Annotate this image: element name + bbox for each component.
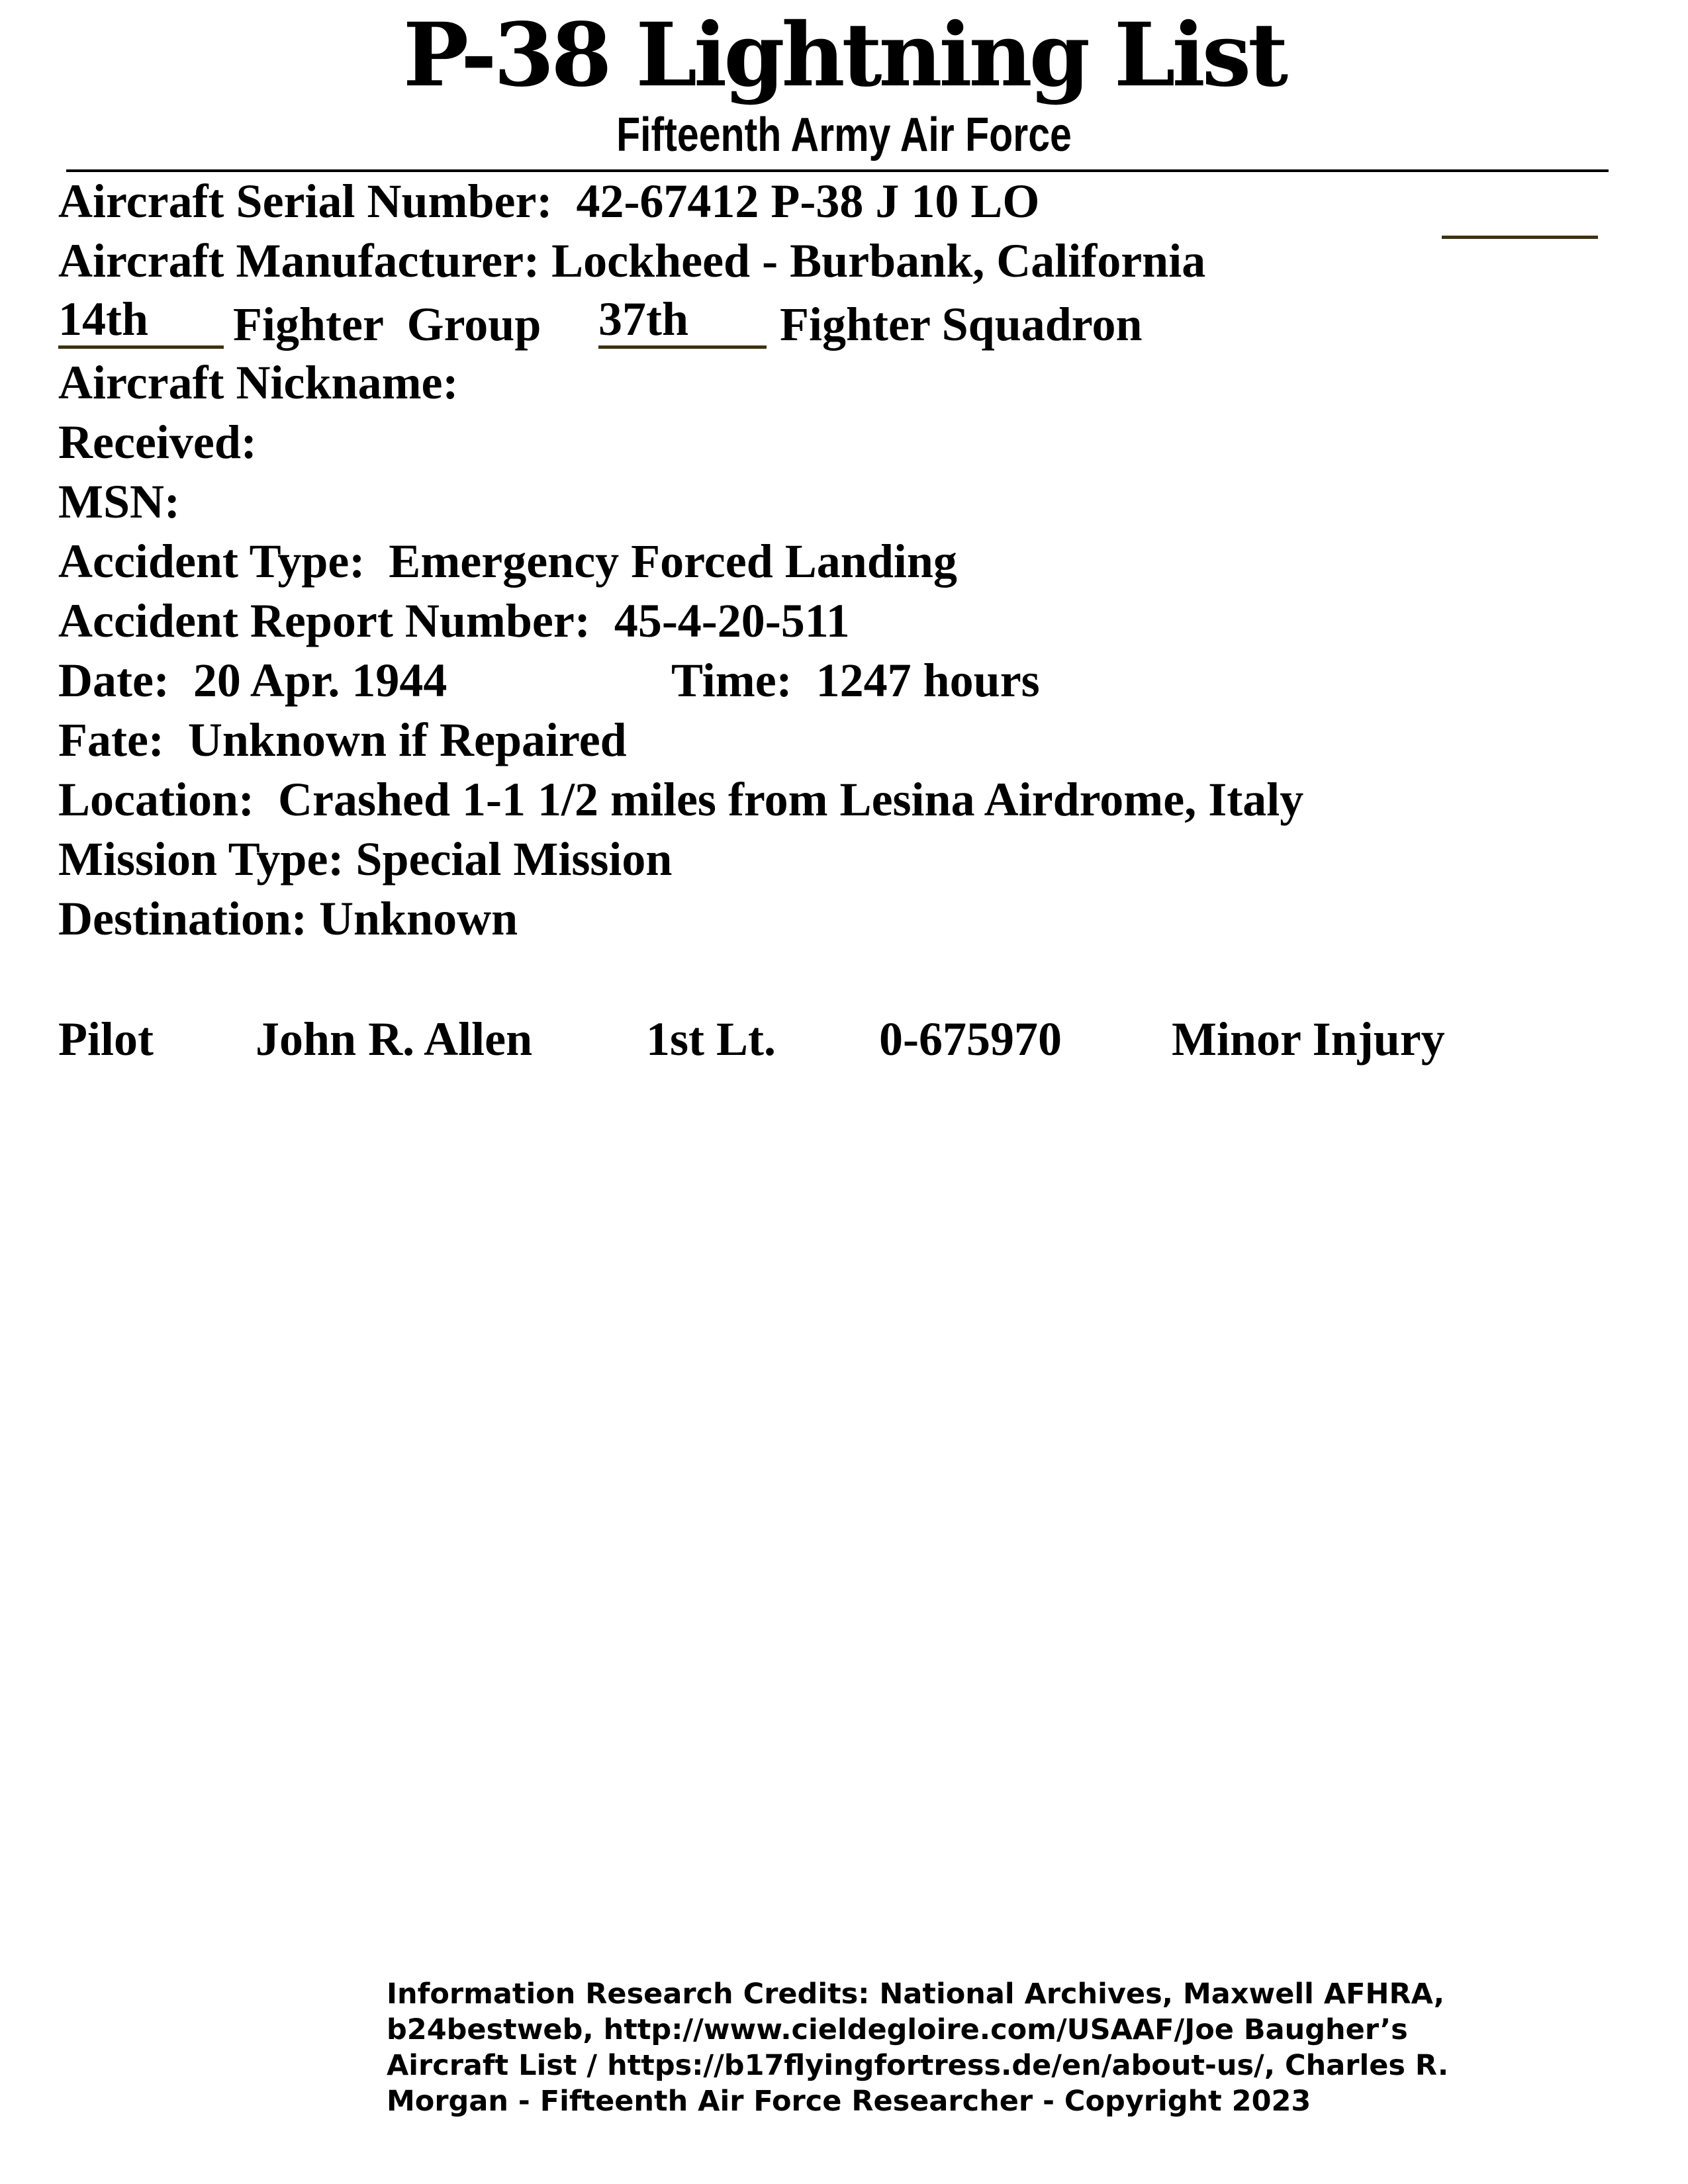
crew-name: John R. Allen bbox=[256, 1013, 533, 1066]
report-number-value: 45-4-20-511 bbox=[614, 594, 850, 647]
serial-number-value: 42-67412 P-38 J 10 LO bbox=[576, 175, 1040, 228]
accident-type-row bbox=[58, 535, 957, 588]
report-number-label: Accident Report Number: bbox=[58, 594, 590, 647]
credits-line: Morgan - Fifteenth Air Force Researcher - Copyright 2023 bbox=[387, 2085, 1311, 2118]
crew-status: Minor Injury bbox=[1172, 1013, 1445, 1066]
location-row bbox=[58, 773, 1304, 826]
time-label: Time: bbox=[671, 654, 792, 707]
date-value: 20 Apr. 1944 bbox=[193, 654, 447, 707]
received-label: Received: bbox=[58, 416, 257, 469]
accident-type-label: Accident Type: bbox=[58, 535, 365, 588]
crew-rank: 1st Lt. bbox=[646, 1013, 776, 1066]
fate-value: Unknown if Repaired bbox=[187, 713, 627, 766]
credits-line: Aircraft List / https://b17flyingfortress.de/en/about-us/, Charles R. bbox=[387, 2049, 1449, 2082]
fate-row bbox=[58, 713, 627, 766]
manufacturer-label: Aircraft Manufacturer: bbox=[58, 234, 540, 287]
report-number-row bbox=[58, 594, 850, 647]
crew-serial: 0-675970 bbox=[879, 1013, 1062, 1066]
manufacturer-value: Lockheed - Burbank, California bbox=[551, 234, 1206, 287]
destination-label: Destination: bbox=[58, 892, 307, 945]
location-label: Location: bbox=[58, 773, 254, 826]
credits-line: Information Research Credits: National Archives, Maxwell AFHRA, bbox=[387, 1978, 1445, 2011]
nickname-label: Aircraft Nickname: bbox=[58, 356, 459, 409]
destination-row bbox=[58, 892, 518, 945]
mission-type-value: Special Mission bbox=[355, 833, 673, 886]
group-number: 14th bbox=[58, 293, 149, 345]
group-blank-line bbox=[58, 345, 224, 349]
destination-value: Unknown bbox=[319, 892, 518, 945]
serial-number-row bbox=[58, 175, 1040, 228]
mission-type-row bbox=[58, 833, 673, 886]
squadron-blank-line bbox=[598, 345, 767, 349]
squadron-number: 37th bbox=[598, 293, 689, 345]
location-value: Crashed 1-1 1/2 miles from Lesina Airdrome, Italy bbox=[277, 773, 1304, 826]
header-divider bbox=[66, 169, 1609, 172]
fate-label: Fate: bbox=[58, 713, 164, 766]
date-label: Date: bbox=[58, 654, 169, 707]
msn-label: MSN: bbox=[58, 475, 180, 528]
serial-number-label: Aircraft Serial Number: bbox=[58, 175, 553, 228]
date-row bbox=[58, 654, 447, 707]
crew-position: Pilot bbox=[58, 1013, 154, 1066]
time-value: 1247 hours bbox=[816, 654, 1040, 707]
time-row bbox=[671, 654, 1040, 707]
corner-blank-line bbox=[1442, 236, 1598, 239]
credits-line: b24bestweb, http://www.cieldegloire.com/USAAF/Joe Baugher’s bbox=[387, 2013, 1408, 2046]
page-subtitle: Fifteenth Army Air Force bbox=[616, 109, 1072, 161]
manufacturer-row bbox=[58, 234, 1206, 287]
accident-type-value: Emergency Forced Landing bbox=[389, 535, 957, 588]
page-title: P-38 Lightning List bbox=[402, 4, 1286, 107]
mission-type-label: Mission Type: bbox=[58, 833, 344, 886]
research-credits bbox=[387, 1976, 1449, 2119]
group-label: Fighter Group bbox=[233, 298, 541, 351]
squadron-label: Fighter Squadron bbox=[780, 298, 1143, 351]
